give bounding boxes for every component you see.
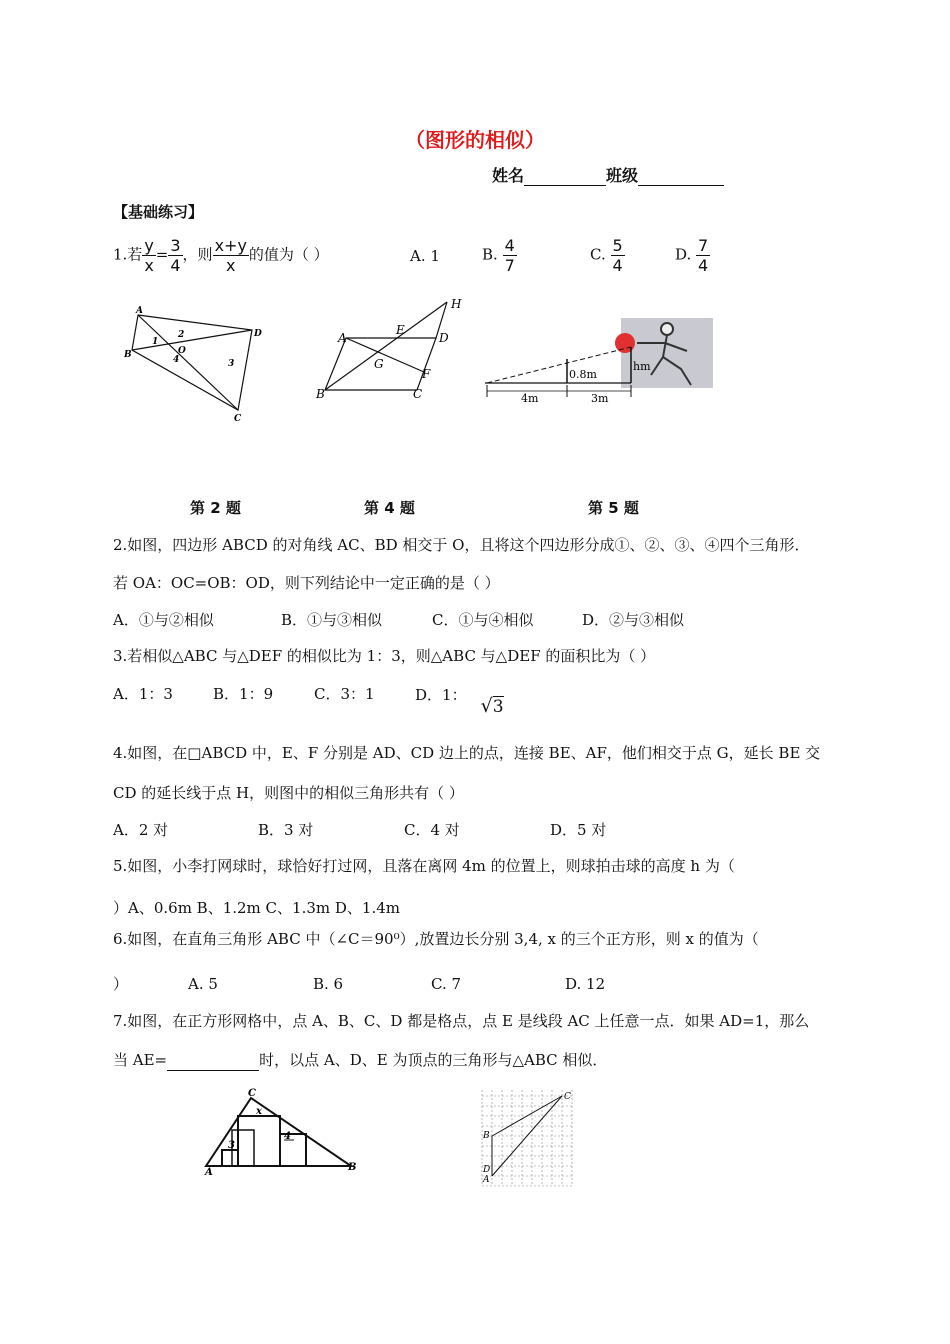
class-label: 班级 (606, 166, 639, 185)
net-height-label: 0.8m (569, 368, 597, 381)
label-O: O (178, 346, 186, 356)
name-class-line (492, 163, 724, 186)
sqrt-3: √3 (480, 695, 504, 717)
frac-y-over-x: $\frac{y}{x}$ (144, 236, 154, 275)
label-E: E (396, 323, 405, 337)
frac-3-over-4: $\frac{3}{4}$ (170, 236, 181, 275)
label-B: B (483, 1131, 490, 1141)
region-1: 1 (152, 337, 159, 347)
q2-option-b[interactable]: B．①与③相似 (281, 611, 383, 629)
label-H: H (451, 297, 462, 311)
ae-answer-blank[interactable] (167, 1052, 259, 1071)
question-6-line2: ） (113, 975, 129, 993)
q3-option-a[interactable]: A．1：3 (113, 685, 173, 703)
worksheet-title: （图形的相似） (405, 128, 545, 152)
region-4: 4 (173, 355, 180, 365)
q3-option-b[interactable]: B．1：9 (213, 685, 274, 703)
q4-option-a[interactable]: A．2 对 (113, 821, 169, 839)
question-4-line1: 4.如图，在□ABCD 中，E、F 分别是 AD、CD 边上的点，连接 BE、AF，他们相交于点 G，延长 BE 交 (113, 744, 821, 762)
label-B: B (124, 350, 132, 360)
distance-4m-label: 4m (521, 392, 539, 405)
square-x-label: x (256, 1106, 262, 1117)
label-G: G (374, 357, 384, 371)
caption-q2: 第 2 题 (190, 499, 241, 517)
q4-option-b[interactable]: B．3 对 (258, 821, 314, 839)
hit-height-label: hm (633, 360, 651, 373)
label-C: C (234, 414, 242, 424)
question-7-line1: 7.如图，在正方形网格中，点 A、B、C、D 都是格点，点 E 是线段 AC 上任意一点．如果 AD=1，那么 (113, 1012, 810, 1030)
question-3-line1: 3.若相似△ABC 与△DEF 的相似比为 1：3，则△ABC 与△DEF 的面积比为（ ） (113, 647, 656, 665)
q6-option-a[interactable]: A. 5 (188, 975, 218, 993)
q3-option-d[interactable]: D．1： √3 (415, 686, 504, 717)
q6-option-d[interactable]: D. 12 (565, 975, 606, 993)
question-1: 1.若 $\frac{y}{x}$ = $\frac{3}{4}$ ，则 $\frac{x+y}{x}$ 的值为（ ） (113, 236, 329, 275)
section-basic-heading: 【基础练习】 (113, 203, 204, 221)
question-5-line2: ）A、0.6m B、1.2m C、1.3m D、1.4m (113, 899, 400, 917)
q4-option-c[interactable]: C．4 对 (404, 821, 460, 839)
class-blank[interactable] (638, 169, 724, 186)
label-D: D (254, 329, 262, 339)
question-5-line1: 5.如图，小李打网球时，球恰好打过网，且落在离网 4m 的位置上，则球拍击球的高度 h 为（ (113, 857, 735, 875)
q1-option-d[interactable]: D. $\frac{7}{4}$ (675, 236, 709, 275)
question-2-line1: 2.如图，四边形 ABCD 的对角线 AC、BD 相交于 O，且将这个四边形分成①、②、③、④四个三角形． (113, 536, 810, 554)
caption-q4: 第 4 题 (364, 499, 415, 517)
q1-option-c[interactable]: C. $\frac{5}{4}$ (590, 236, 623, 275)
ball-racket-icon (615, 333, 635, 353)
question-7-line2: 当 AE= 时，以点 A、D、E 为顶点的三角形与△ABC 相似． (113, 1051, 608, 1069)
label-D: D (439, 331, 449, 345)
label-A: A (338, 331, 347, 345)
question-4-line2: CD 的延长线于点 H，则图中的相似三角形共有（ ） (113, 784, 464, 802)
region-3: 3 (228, 359, 235, 369)
distance-3m-label: 3m (591, 392, 609, 405)
question-2-line2: 若 OA：OC=OB：OD，则下列结论中一定正确的是（ ） (113, 574, 500, 592)
name-label: 姓名 (492, 166, 525, 185)
question-6-line1: 6.如图，在直角三角形 ABC 中（∠C＝90⁰）,放置边长分别 3,4, x 的三个正方形，则 x 的值为（ (113, 930, 759, 948)
q1-option-a[interactable]: A. 1 (410, 247, 440, 265)
region-2: 2 (178, 330, 185, 340)
label-C: C (413, 387, 423, 401)
label-C: C (248, 1088, 256, 1099)
name-blank[interactable] (524, 169, 606, 186)
label-B: B (316, 387, 325, 401)
label-A: A (205, 1167, 213, 1178)
label-A: A (483, 1175, 490, 1185)
square-4-label: 4 (284, 1131, 291, 1142)
q2-option-c[interactable]: C．①与④相似 (432, 611, 534, 629)
label-A: A (136, 306, 143, 316)
q2-option-a[interactable]: A．①与②相似 (113, 611, 214, 629)
frac-xy-over-x: $\frac{x+y}{x}$ (214, 236, 247, 275)
q2-option-d[interactable]: D．②与③相似 (582, 611, 685, 629)
label-F: F (422, 367, 431, 381)
label-C: C (564, 1092, 571, 1102)
figure-q6-squares (196, 1088, 361, 1180)
q6-option-b[interactable]: B. 6 (313, 975, 344, 993)
figure-q7-grid (478, 1088, 583, 1190)
q3-option-c[interactable]: C．3：1 (314, 685, 375, 703)
figure-q2-quadrilateral (120, 300, 270, 430)
figure-q4-parallelogram (312, 292, 462, 404)
label-B: B (348, 1162, 357, 1173)
q4-option-d[interactable]: D．5 对 (550, 821, 607, 839)
square-3-label: 3 (228, 1140, 235, 1151)
caption-q5: 第 5 题 (588, 499, 639, 517)
q1-option-b[interactable]: B. $\frac{4}{7}$ (482, 236, 515, 275)
q6-option-c[interactable]: C. 7 (431, 975, 462, 993)
figure-q5-tennis (485, 315, 720, 407)
label-D: D (483, 1165, 491, 1175)
